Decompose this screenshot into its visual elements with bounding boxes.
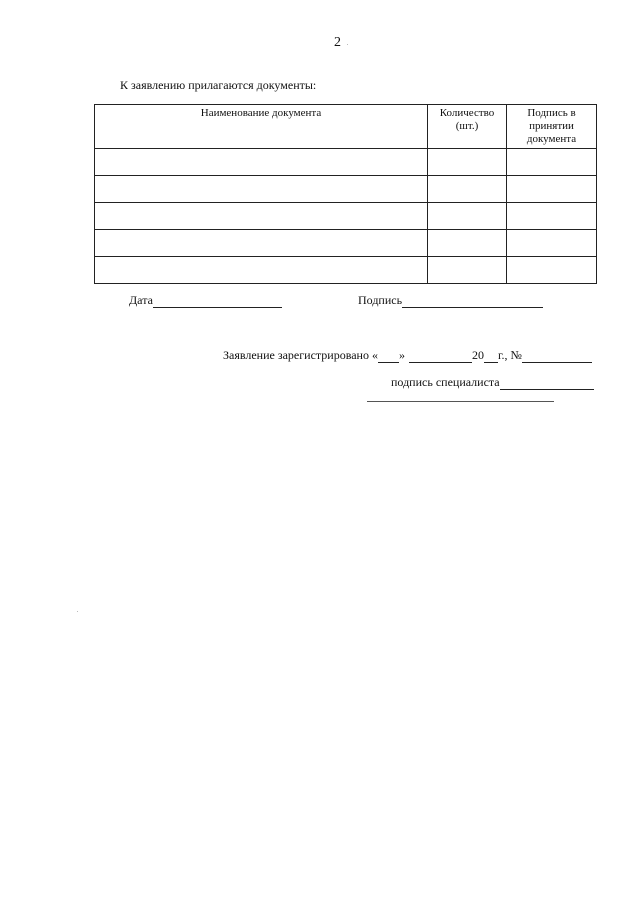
document-name-cell[interactable]: [95, 149, 428, 176]
registration-prefix: Заявление зарегистрировано «: [223, 348, 378, 362]
quantity-cell[interactable]: [428, 176, 507, 203]
page-number: 2: [334, 35, 341, 50]
signature-cell[interactable]: [507, 203, 597, 230]
registration-month-field[interactable]: [409, 351, 472, 363]
signature-cell[interactable]: [507, 149, 597, 176]
date-line: [129, 293, 282, 308]
table-row: [95, 203, 597, 230]
quantity-cell[interactable]: [428, 230, 507, 257]
specialist-signature-line: [391, 375, 594, 390]
bottom-rule: [367, 401, 554, 402]
table-row: [95, 230, 597, 257]
registration-year-suffix: г., №: [497, 348, 523, 362]
signature-field[interactable]: [402, 296, 543, 308]
quantity-cell[interactable]: [428, 257, 507, 284]
registration-year-field[interactable]: [484, 351, 498, 363]
table-row: [95, 149, 597, 176]
header-document-name: Наименование документа: [95, 105, 428, 149]
registration-number-field[interactable]: [522, 351, 592, 363]
specialist-signature-field[interactable]: [500, 378, 594, 390]
registration-day-field[interactable]: [378, 351, 399, 363]
specialist-signature-label: подпись специалиста: [391, 375, 500, 389]
signature-cell[interactable]: [507, 176, 597, 203]
signature-cell[interactable]: [507, 230, 597, 257]
table-header-row: [95, 105, 597, 149]
header-signature: Подпись в принятии документа: [507, 105, 597, 149]
quantity-cell[interactable]: [428, 203, 507, 230]
table-row: [95, 176, 597, 203]
documents-table: [94, 104, 597, 284]
document-name-cell[interactable]: [95, 176, 428, 203]
attachments-intro: К заявлению прилагаются документы:: [120, 78, 317, 92]
header-quantity: Количество (шт.): [428, 105, 507, 149]
date-label: Дата: [129, 293, 153, 307]
scan-speck: [77, 611, 78, 612]
registration-line: [223, 348, 592, 363]
registration-year-prefix: 20: [471, 348, 484, 362]
registration-close-quote: »: [398, 348, 405, 362]
quantity-cell[interactable]: [428, 149, 507, 176]
signature-line: [358, 293, 543, 308]
scan-speck: [347, 44, 348, 45]
date-field[interactable]: [153, 296, 282, 308]
signature-cell[interactable]: [507, 257, 597, 284]
document-name-cell[interactable]: [95, 257, 428, 284]
table-row: [95, 257, 597, 284]
document-name-cell[interactable]: [95, 203, 428, 230]
signature-label: Подпись: [358, 293, 403, 307]
document-name-cell[interactable]: [95, 230, 428, 257]
